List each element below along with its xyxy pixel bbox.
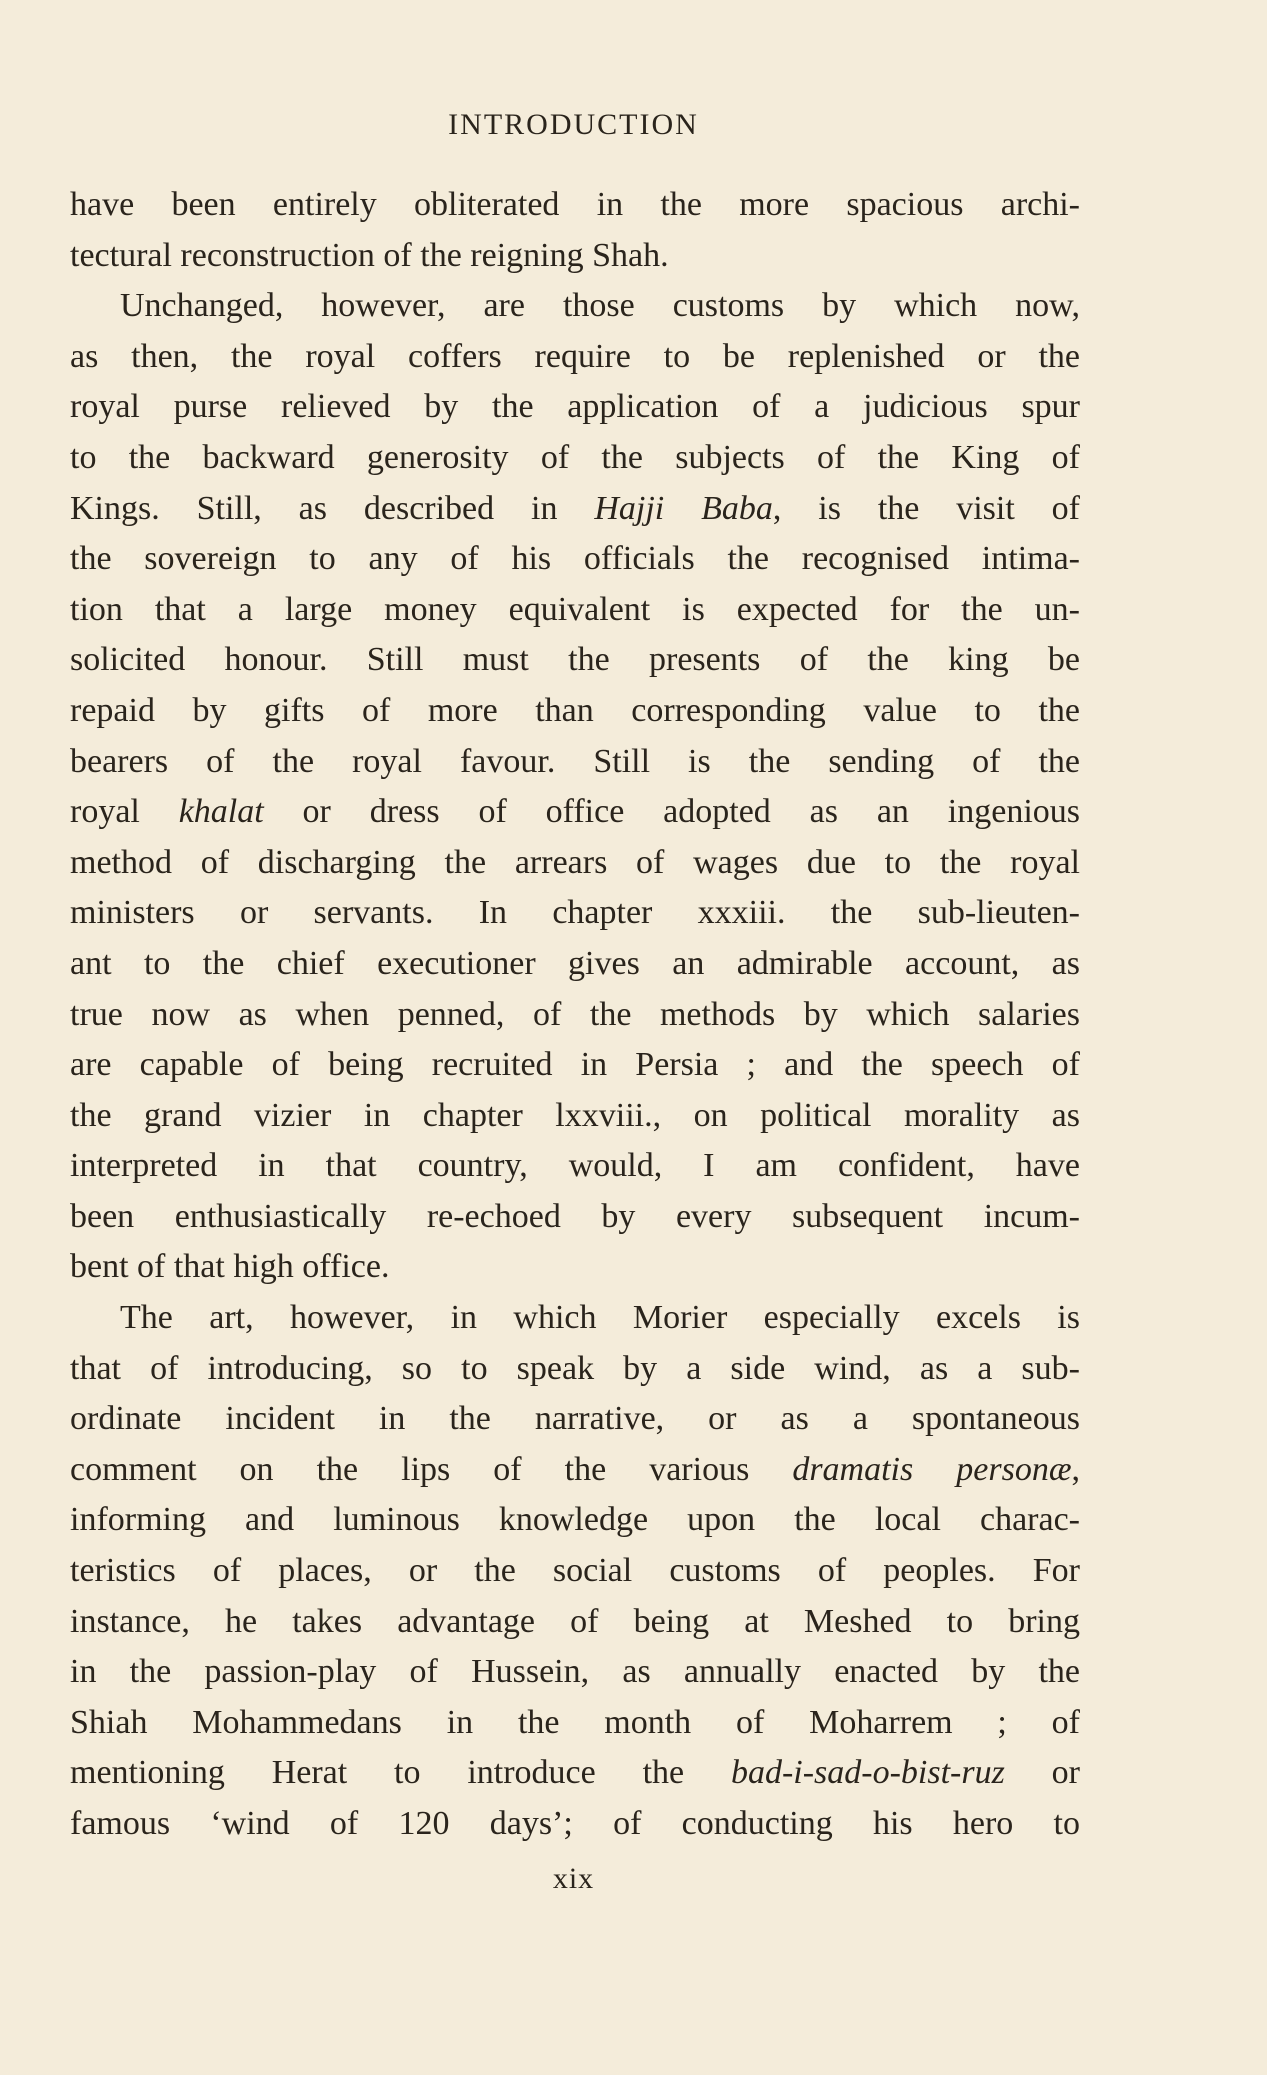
text-line <box>70 484 1080 535</box>
text-run: the grand vizier in chapter lxxviii., on political morality as <box>70 1096 1080 1134</box>
text-run: true now as when penned, of the methods by which salaries <box>70 995 1080 1033</box>
text-line <box>70 1394 1080 1445</box>
text-run: , <box>1071 1450 1080 1488</box>
text-run: ant to the chief executioner gives an admirable account, as <box>70 944 1080 982</box>
text-run: ministers or servants. In chapter xxxiii. the sub-lieuten- <box>70 894 1080 932</box>
text-run: royal purse relieved by the application of a judicious spur <box>70 388 1080 426</box>
text-run: The art, however, in which Morier especially excels is <box>120 1299 1080 1337</box>
text-run: comment on the lips of the various <box>70 1450 793 1488</box>
text-run: to the backward generosity of the subjects of the King of <box>70 438 1080 476</box>
italic-term: khalat <box>178 793 264 831</box>
text-line <box>70 1445 1080 1496</box>
text-run: Unchanged, however, are those customs by which now, <box>120 287 1080 325</box>
text-run: bent of that high office. <box>70 1248 390 1286</box>
text-line <box>70 1799 1080 1850</box>
text-line <box>70 990 1080 1041</box>
text-line <box>70 1242 1080 1293</box>
text-run: teristics of places, or the social customs of peoples. For <box>70 1552 1080 1590</box>
text-run: bearers of the royal favour. Still is the sending of the <box>70 742 1080 780</box>
text-run: that of introducing, so to speak by a side wind, as a sub- <box>70 1349 1080 1387</box>
text-line <box>70 534 1080 585</box>
italic-term: Hajji Baba <box>594 489 773 527</box>
text-run: instance, he takes advantage of being at Meshed to bring <box>70 1602 1080 1640</box>
text-run: interpreted in that country, would, I am confident, have <box>70 1147 1080 1185</box>
text-line <box>70 1293 1080 1344</box>
running-head: INTRODUCTION <box>448 108 699 141</box>
text-run: repaid by gifts of more than corresponding value to the <box>70 691 1080 729</box>
text-line <box>70 1597 1080 1648</box>
body-text <box>70 180 1080 1850</box>
text-line <box>70 787 1080 838</box>
italic-term: bad-i-sad-o-bist-ruz <box>730 1754 1005 1792</box>
text-line <box>70 281 1080 332</box>
text-line <box>70 585 1080 636</box>
text-line <box>70 1698 1080 1749</box>
text-run: royal <box>70 793 179 831</box>
text-line <box>70 1344 1080 1395</box>
page-number: xix <box>552 1862 595 1895</box>
text-run: Kings. Still, as described in <box>70 489 595 527</box>
text-run: solicited honour. Still must the presents of the king be <box>70 641 1080 679</box>
text-line <box>70 1141 1080 1192</box>
text-line <box>70 180 1080 231</box>
text-run: tion that a large money equivalent is expected for the un- <box>70 590 1080 628</box>
text-line <box>70 939 1080 990</box>
text-line <box>70 1040 1080 1091</box>
text-line <box>70 686 1080 737</box>
text-line <box>70 433 1080 484</box>
text-line <box>70 838 1080 889</box>
text-line <box>70 888 1080 939</box>
text-line <box>70 1495 1080 1546</box>
text-run: are capable of being recruited in Persia ; and the speech of <box>70 1046 1080 1084</box>
text-run: been enthusiastically re-echoed by every subsequent incum- <box>70 1197 1080 1235</box>
text-run: Shiah Mohammedans in the month of Moharrem ; of <box>70 1703 1080 1741</box>
text-run: informing and luminous knowledge upon the local charac- <box>70 1501 1080 1539</box>
text-run: have been entirely obliterated in the more spacious archi- <box>70 186 1080 223</box>
text-line <box>70 1748 1080 1799</box>
text-line <box>70 382 1080 433</box>
text-line <box>70 332 1080 383</box>
text-run: , is the visit of <box>772 489 1080 527</box>
text-line <box>70 1647 1080 1698</box>
text-line <box>70 737 1080 788</box>
text-run: or dress of office adopted as an ingenious <box>263 793 1080 831</box>
text-run: as then, the royal coffers require to be replenished or the <box>70 337 1080 375</box>
text-run: in the passion-play of Hussein, as annually enacted by the <box>70 1653 1080 1691</box>
text-line <box>70 231 1080 282</box>
text-run: ordinate incident in the narrative, or as a spontaneous <box>70 1400 1080 1438</box>
text-line <box>70 635 1080 686</box>
text-line <box>70 1546 1080 1597</box>
italic-term: dramatis personæ <box>792 1450 1072 1488</box>
text-line <box>70 1192 1080 1243</box>
text-run: famous ‘wind of 120 days’; of conducting his hero to <box>70 1805 1080 1842</box>
text-run: or <box>1004 1754 1081 1792</box>
text-line <box>70 1091 1080 1142</box>
text-run: method of discharging the arrears of wages due to the royal <box>70 843 1080 881</box>
text-run: the sovereign to any of his officials the recognised intima- <box>70 540 1080 578</box>
text-run: mentioning Herat to introduce the <box>70 1754 731 1792</box>
text-run: tectural reconstruction of the reigning Shah. <box>70 236 669 274</box>
